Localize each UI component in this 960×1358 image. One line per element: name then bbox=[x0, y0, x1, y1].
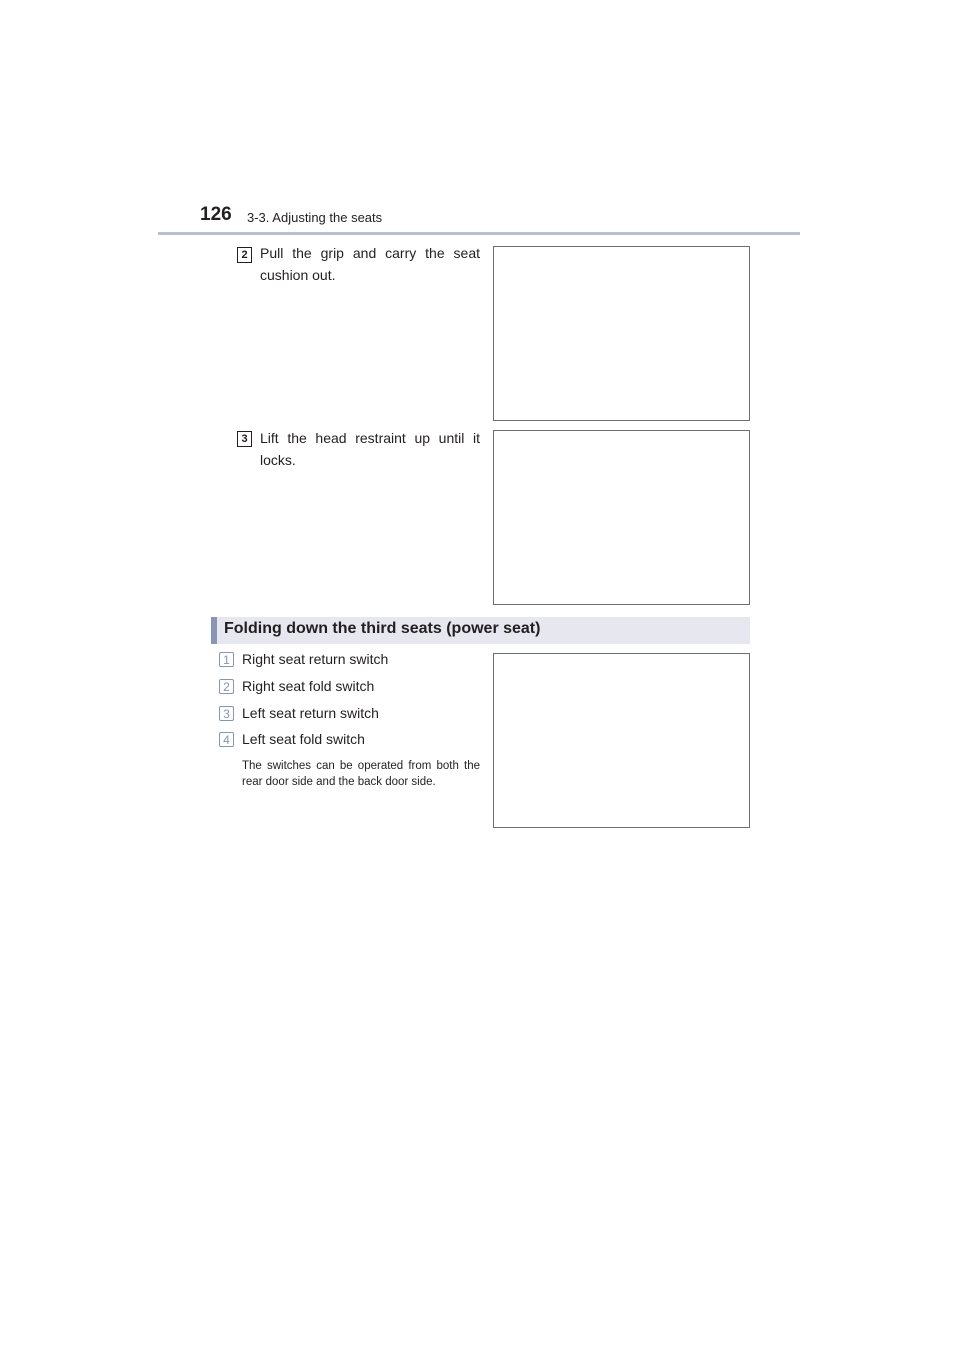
callout-label: Right seat fold switch bbox=[242, 678, 375, 694]
page-number: 126 bbox=[200, 204, 232, 225]
step-illustration bbox=[493, 246, 750, 421]
heading-accent-bar bbox=[211, 617, 217, 644]
callout-number: 1 bbox=[219, 652, 234, 667]
header-divider bbox=[158, 232, 800, 235]
callout-number: 4 bbox=[219, 732, 234, 747]
switches-illustration bbox=[493, 653, 750, 828]
step-number-badge: 3 bbox=[237, 431, 252, 447]
callout-label: Right seat return switch bbox=[242, 651, 389, 667]
callout-label: Left seat return switch bbox=[242, 705, 379, 721]
section-heading bbox=[211, 617, 750, 644]
step-instruction: Pull the grip and carry the seat cushion out. bbox=[260, 245, 480, 283]
step-number-badge: 2 bbox=[237, 247, 252, 263]
callout-label: Left seat fold switch bbox=[242, 731, 365, 747]
section-heading-text: Folding down the third seats (power seat) bbox=[224, 620, 541, 637]
step-illustration bbox=[493, 430, 750, 605]
section-title: 3-3. Adjusting the seats bbox=[247, 210, 383, 225]
callout-number: 3 bbox=[219, 706, 234, 721]
step-instruction: Lift the head restraint up until it locks. bbox=[260, 430, 480, 468]
callout-number: 2 bbox=[219, 679, 234, 694]
note-text: The switches can be operated from both the rear door side and the back door side. bbox=[242, 760, 480, 788]
page-header bbox=[200, 204, 800, 234]
